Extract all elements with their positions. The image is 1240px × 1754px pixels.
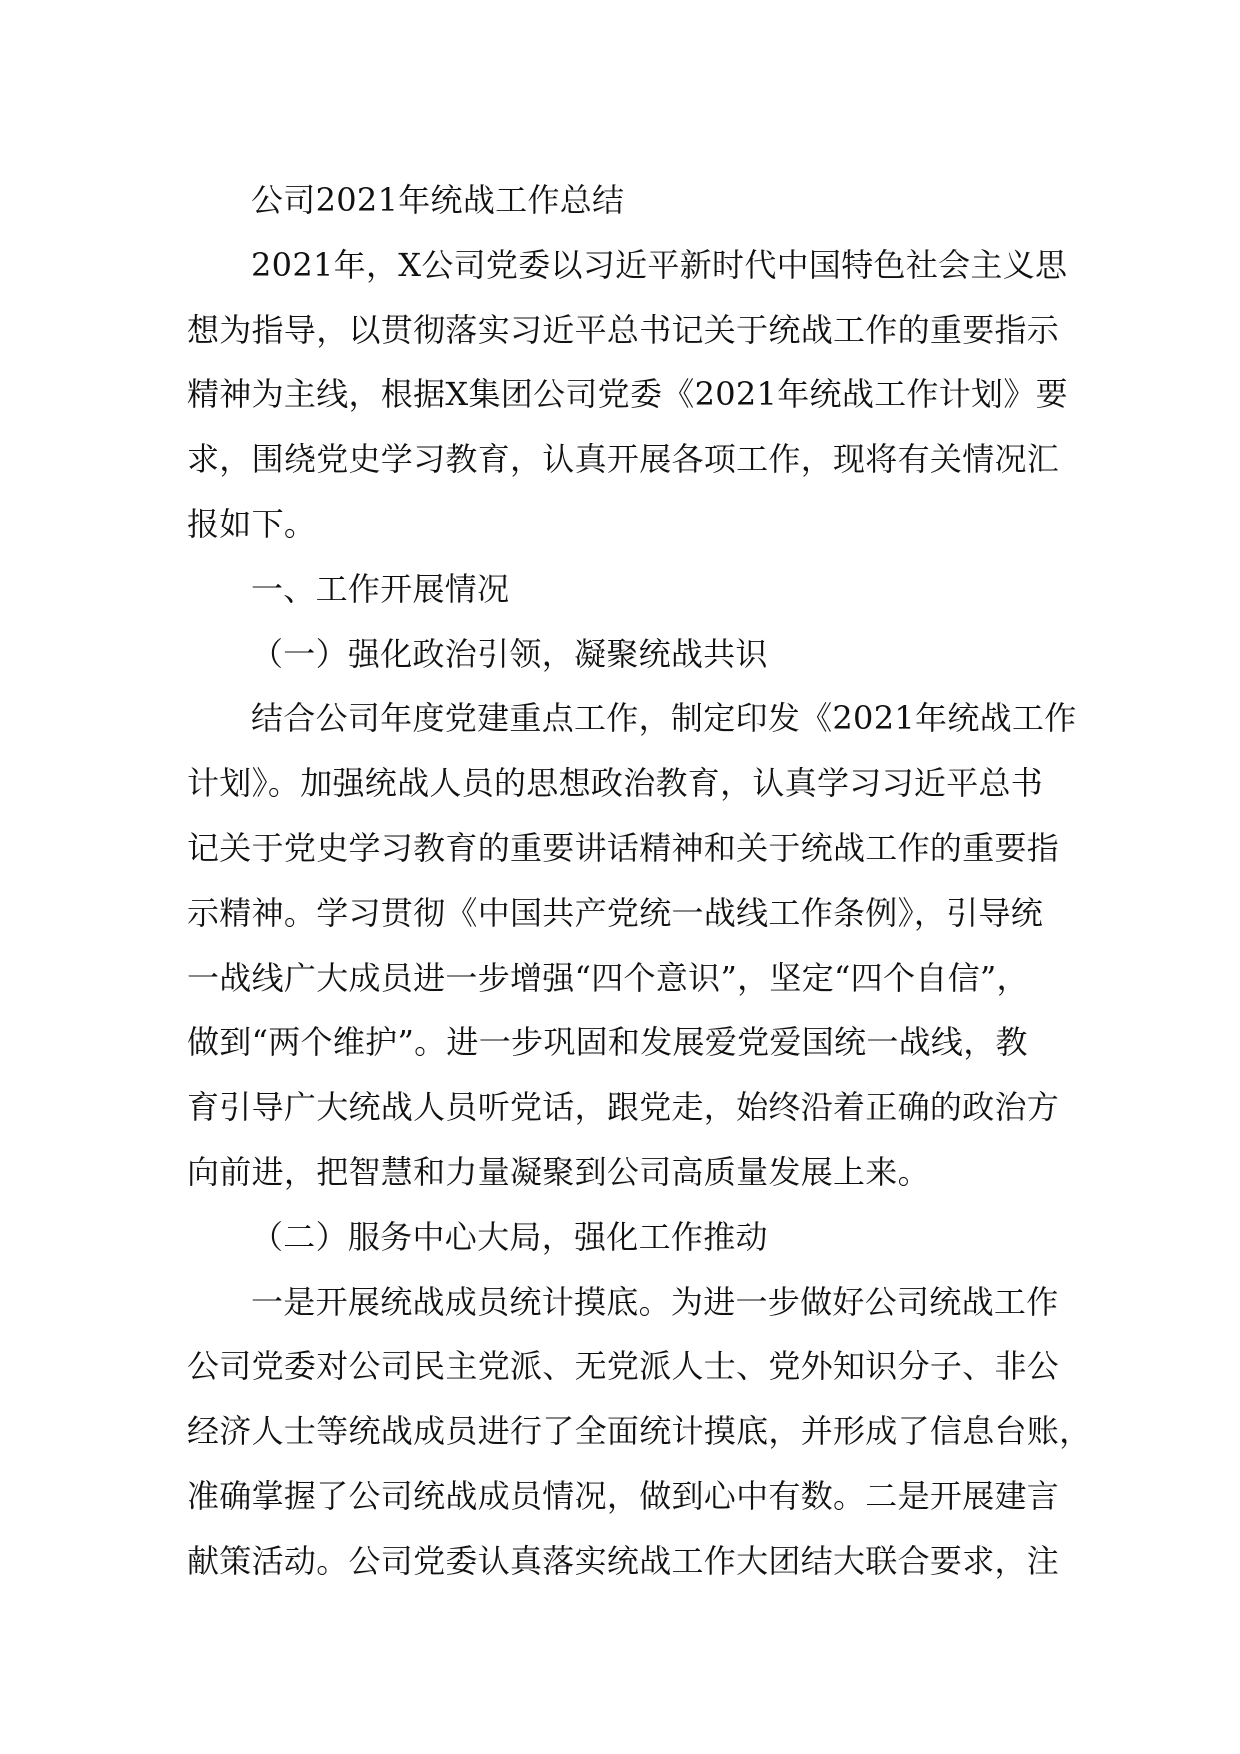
paragraph-line: 示精神。学习贯彻《中国共产党统一战线工作条例》，引导统 <box>187 893 1044 932</box>
paragraph-line: 记关于党史学习教育的重要讲话精神和关于统战工作的重要指 <box>187 828 1060 867</box>
paragraph-line: 求，围绕党史学习教育，认真开展各项工作，现将有关情况汇 <box>187 440 1060 479</box>
section-heading: 一、工作开展情况 <box>251 569 510 608</box>
paragraph-line: 计划》。加强统战人员的思想政治教育，认真学习习近平总书 <box>187 764 1044 803</box>
subsection-heading: （二）服务中心大局，强化工作推动 <box>251 1217 768 1256</box>
paragraph-line: 做到“两个维护”。进一步巩固和发展爱党爱国统一战线，教 <box>187 1023 1028 1062</box>
paragraph-line: 向前进，把智慧和力量凝聚到公司高质量发展上来。 <box>187 1152 930 1191</box>
paragraph-line: 公司党委对公司民主党派、无党派人士、党外知识分子、非公 <box>187 1347 1060 1386</box>
paragraph-line: 献策活动。公司党委认真落实统战工作大团结大联合要求，注 <box>187 1541 1060 1580</box>
subsection-heading: （一）强化政治引领，凝聚统战共识 <box>251 634 768 673</box>
paragraph-line: 一是开展统战成员统计摸底。为进一步做好公司统战工作 <box>251 1282 1059 1321</box>
paragraph-line: 育引导广大统战人员听党话，跟党走，始终沿着正确的政治方 <box>187 1088 1060 1127</box>
paragraph-line: 结合公司年度党建重点工作，制定印发《2021年统战工作 <box>251 699 1077 738</box>
document-title: 公司2021年统战工作总结 <box>251 181 625 219</box>
paragraph-line: 2021年，X公司党委以习近平新时代中国特色社会主义思 <box>251 245 1068 284</box>
paragraph-line: 报如下。 <box>187 504 317 543</box>
paragraph-line: 想为指导，以贯彻落实习近平总书记关于统战工作的重要指示 <box>187 310 1060 349</box>
paragraph-line: 一战线广大成员进一步增强“四个意识”，坚定“四个自信”， <box>187 958 1029 997</box>
paragraph-line: 精神为主线，根据X集团公司党委《2021年统战工作计划》要 <box>187 375 1068 414</box>
document-body <box>187 168 1092 1594</box>
paragraph-line: 准确掌握了公司统战成员情况，做到心中有数。二是开展建言 <box>187 1476 1060 1515</box>
paragraph-line: 经济人士等统战成员进行了全面统计摸底，并形成了信息台账， <box>187 1412 1092 1451</box>
